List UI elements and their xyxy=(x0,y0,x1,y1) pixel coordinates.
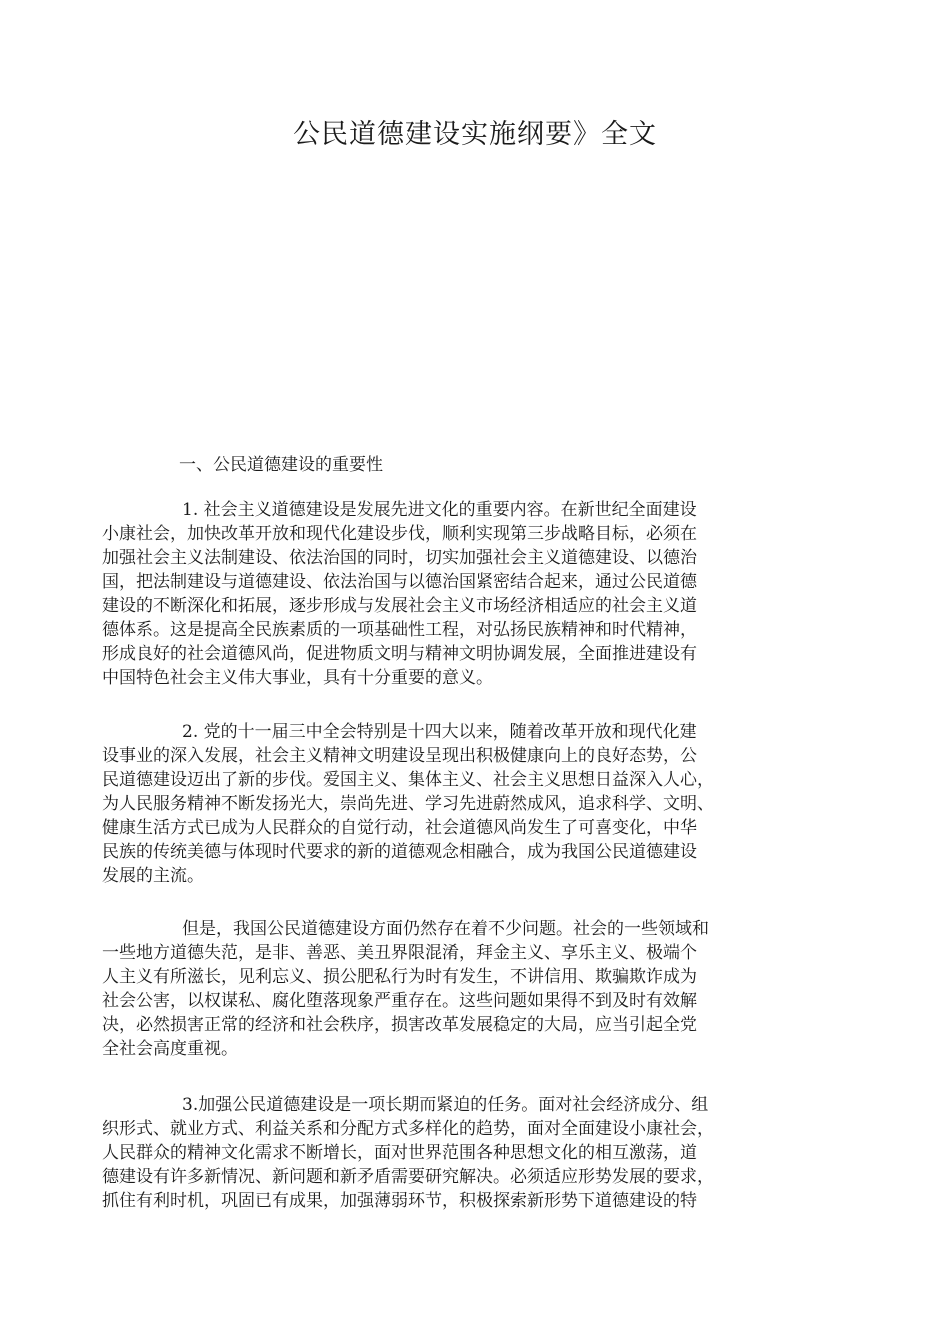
document-title: 公民道德建设实施纲要》全文 xyxy=(293,119,657,150)
paragraph-line: 民道德建设迈出了新的步伐。爱国主义、集体主义、社会主义思想日益深入人心， xyxy=(102,770,714,790)
paragraph-line: 小康社会，加快改革开放和现代化建设步伐，顺利实现第三步战略目标，必须在 xyxy=(102,524,697,544)
paragraph-line: 设事业的深入发展，社会主义精神文明建设呈现出积极健康向上的良好态势，公 xyxy=(102,746,697,766)
paragraph-line: 织形式、就业方式、利益关系和分配方式多样化的趋势，面对全面建设小康社会， xyxy=(102,1119,714,1139)
paragraph-line: 加强社会主义法制建设、依法治国的同时，切实加强社会主义道德建设、以德治 xyxy=(102,548,697,568)
paragraph-line: 健康生活方式已成为人民群众的自觉行动，社会道德风尚发生了可喜变化，中华 xyxy=(102,818,697,838)
paragraph-line: 一些地方道德失范，是非、善恶、美丑界限混淆，拜金主义、享乐主义、极端个 xyxy=(102,943,697,963)
paragraph-line: 2. 党的十一届三中全会特别是十四大以来，随着改革开放和现代化建 xyxy=(182,722,697,742)
paragraph-line: 为人民服务精神不断发扬光大，崇尚先进、学习先进蔚然成风，追求科学、文明、 xyxy=(102,794,714,814)
paragraph-line: 德建设有许多新情况、新问题和新矛盾需要研究解决。必须适应形势发展的要求， xyxy=(102,1167,714,1187)
paragraph-line: 发展的主流。 xyxy=(102,866,204,886)
paragraph-line: 抓住有利时机，巩固已有成果，加强薄弱环节，积极探索新形势下道德建设的特 xyxy=(102,1191,697,1211)
paragraph-line: 形成良好的社会道德风尚，促进物质文明与精神文明协调发展，全面推进建设有 xyxy=(102,644,697,664)
paragraph-line: 国，把法制建设与道德建设、依法治国与以德治国紧密结合起来，通过公民道德 xyxy=(102,572,697,592)
paragraph-line: 社会公害，以权谋私、腐化堕落现象严重存在。这些问题如果得不到及时有效解 xyxy=(102,991,697,1011)
paragraph-line: 人民群众的精神文化需求不断增长，面对世界范围各种思想文化的相互激荡，道 xyxy=(102,1143,697,1163)
paragraph-3 xyxy=(102,917,802,1061)
paragraph-1 xyxy=(102,498,802,690)
paragraph-line: 中国特色社会主义伟大事业，具有十分重要的意义。 xyxy=(102,668,493,688)
paragraph-line: 3.加强公民道德建设是一项长期而紧迫的任务。面对社会经济成分、组 xyxy=(182,1095,709,1115)
paragraph-line: 德体系。这是提高全民族素质的一项基础性工程，对弘扬民族精神和时代精神， xyxy=(102,620,697,640)
paragraph-2 xyxy=(102,720,802,888)
paragraph-line: 1. 社会主义道德建设是发展先进文化的重要内容。在新世纪全面建设 xyxy=(182,500,697,520)
paragraph-line: 但是，我国公民道德建设方面仍然存在着不少问题。社会的一些领域和 xyxy=(182,919,709,939)
paragraph-line: 全社会高度重视。 xyxy=(102,1039,238,1059)
paragraph-4 xyxy=(102,1093,802,1213)
section-heading: 一、公民道德建设的重要性 xyxy=(179,455,383,475)
paragraph-line: 决，必然损害正常的经济和社会秩序，损害改革发展稳定的大局，应当引起全党 xyxy=(102,1015,697,1035)
paragraph-line: 民族的传统美德与体现时代要求的新的道德观念相融合，成为我国公民道德建设 xyxy=(102,842,697,862)
paragraph-line: 人主义有所滋长，见利忘义、损公肥私行为时有发生，不讲信用、欺骗欺诈成为 xyxy=(102,967,697,987)
paragraph-line: 建设的不断深化和拓展，逐步形成与发展社会主义市场经济相适应的社会主义道 xyxy=(102,596,697,616)
